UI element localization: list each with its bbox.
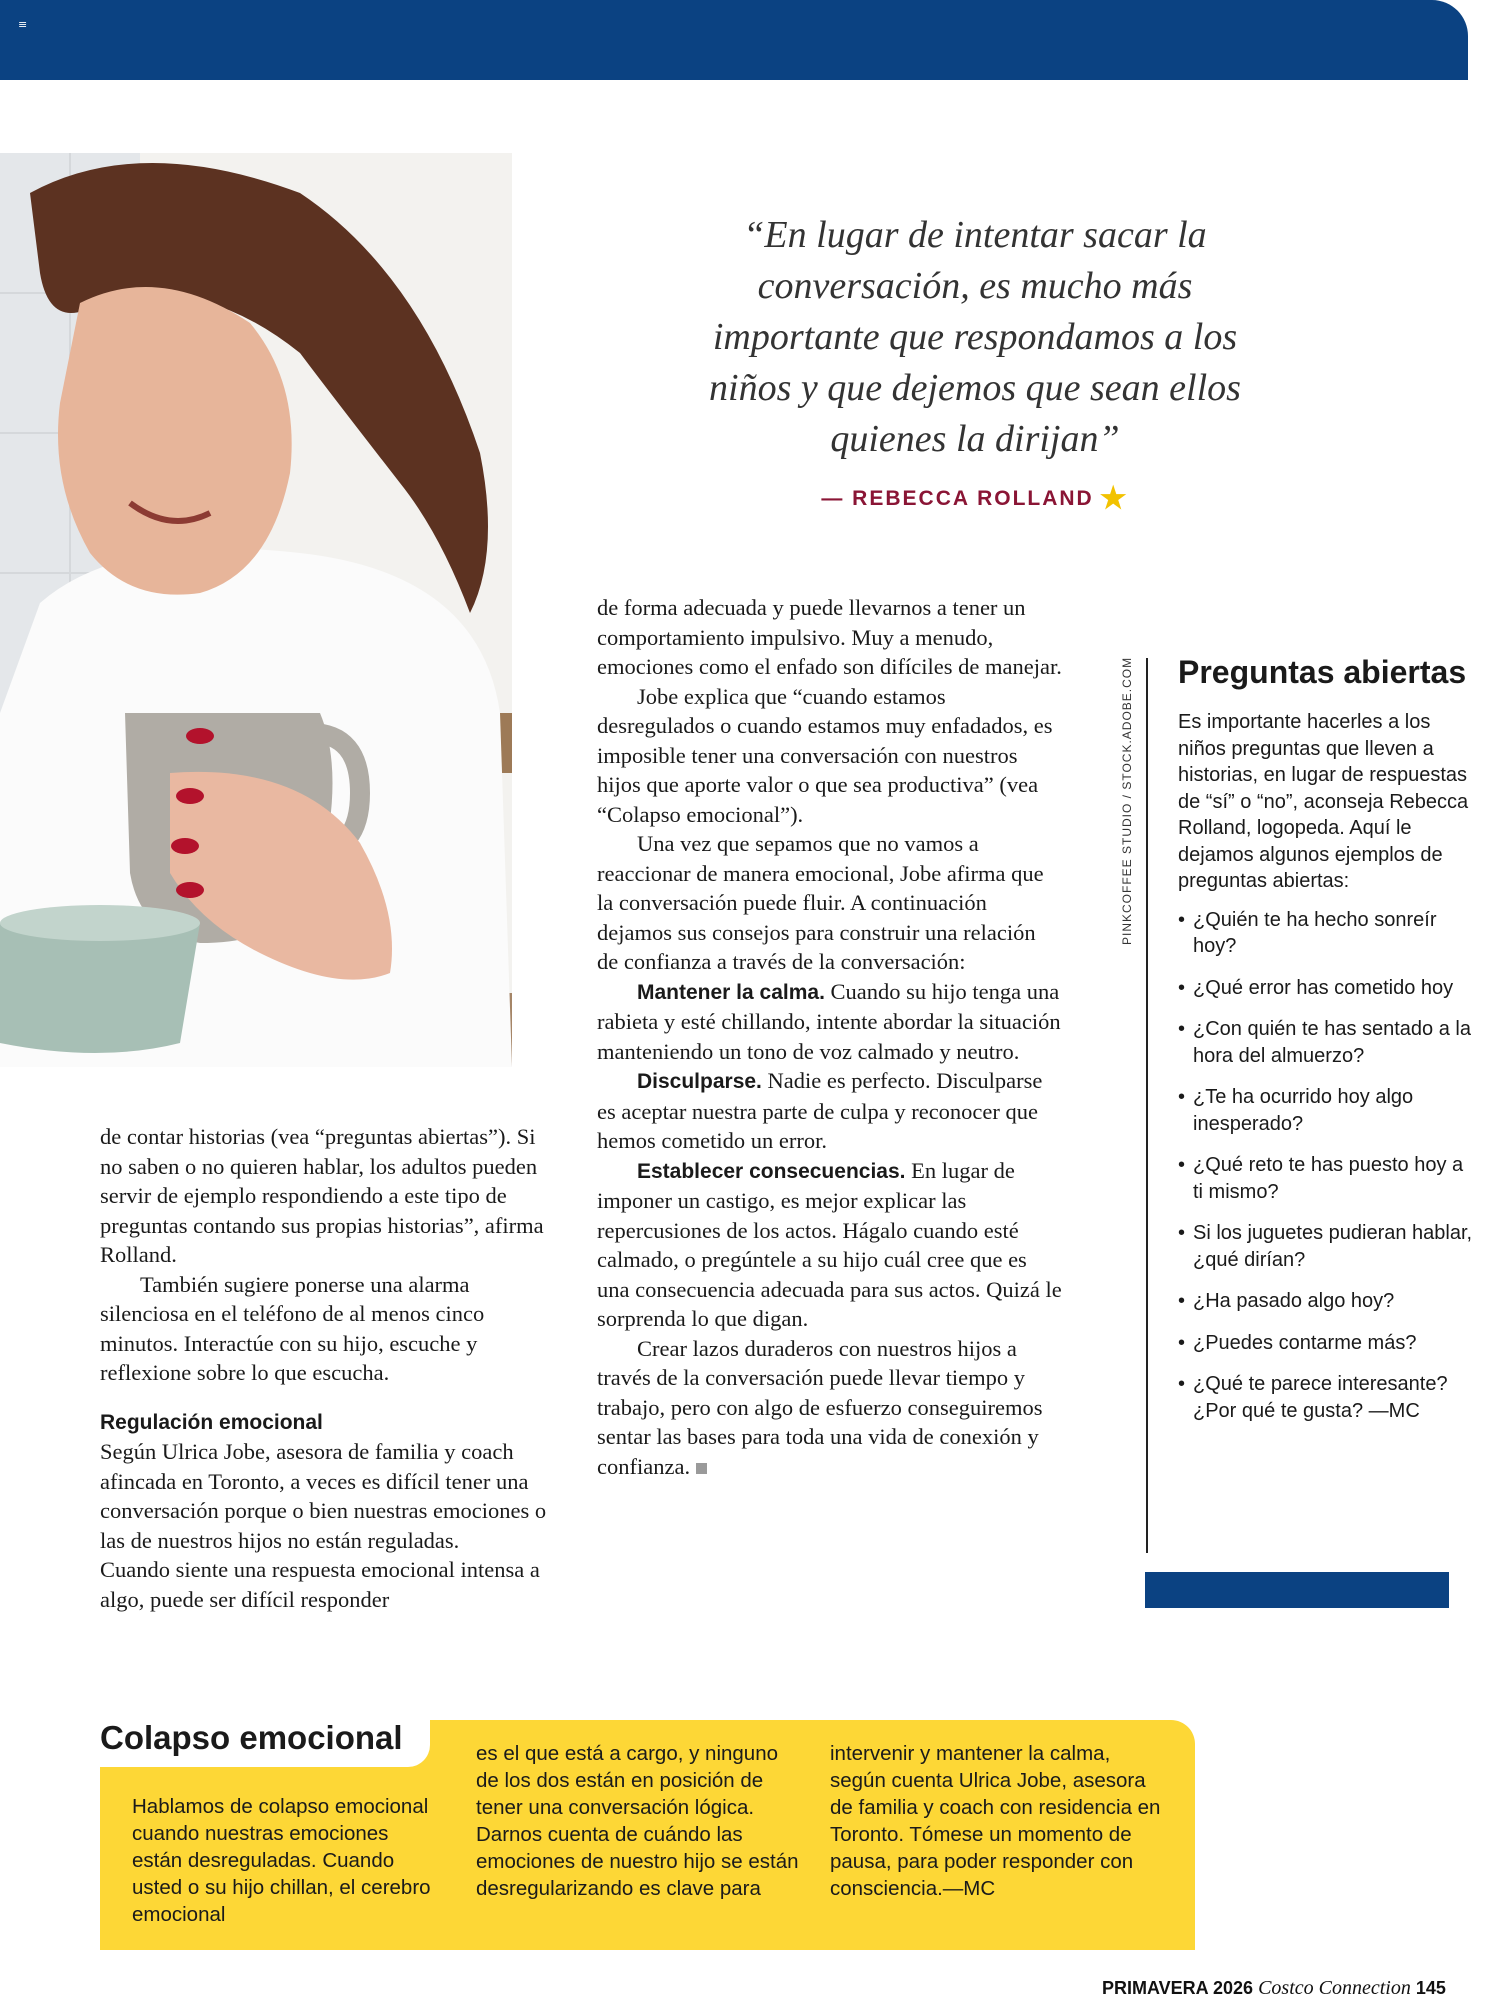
footer-season: PRIMAVERA 2026 bbox=[1102, 1978, 1254, 1998]
left-paragraph-2: También sugiere ponerse una alarma silenciosa en el teléfono de al menos cinco minutos. Interactúe con su hijo, escuche y reflexione sobre lo que escucha. bbox=[100, 1271, 485, 1385]
tip-calma bbox=[597, 977, 1062, 1067]
tip-consecuencias bbox=[597, 1156, 1062, 1334]
left-paragraph-4: Cuando siente una respuesta emocional intensa a algo, puede ser difícil responder bbox=[100, 1557, 540, 1612]
question-list bbox=[1178, 907, 1478, 1425]
middle-paragraph-4 bbox=[597, 1334, 1062, 1482]
middle-column bbox=[597, 593, 1062, 1481]
tip-calma-label: Mantener la calma. bbox=[637, 980, 825, 1004]
middle-paragraph-3: Una vez que sepamos que no vamos a reaccionar de manera emocional, Jobe afirma que la conversación puede fluir. A continuación dejamos sus consejos para construir una relación de confianza a través de la conversación: bbox=[597, 831, 1044, 974]
question-item: • ¿Con quién te has sentado a la hora del almuerzo? bbox=[1178, 1016, 1478, 1069]
colapso-col-2: es el que está a cargo, y ninguno de los dos están en posición de tener una conversación lógica. Darnos cuenta de cuándo las emociones de nuestro hijo se están desregularizando es clave para bbox=[476, 1742, 799, 1900]
photo-credit: PINKCOFFEE STUDIO / STOCK.ADOBE.COM bbox=[1120, 656, 1134, 945]
question-item: • ¿Qué error has cometido hoy bbox=[1178, 975, 1478, 1002]
footer-magazine: Costco Connection bbox=[1258, 1977, 1411, 1999]
tip-disculparse-text: Nadie es perfecto. Disculparse es aceptar nuestra parte de culpa y reconocer que hemos cometido un error. bbox=[597, 1068, 1043, 1153]
left-paragraph-3: Según Ulrica Jobe, asesora de familia y coach afincada en Toronto, a veces es difícil tener una conversación porque o bien nuestras emociones o las de nuestros hijos no están reguladas. bbox=[100, 1439, 547, 1553]
left-paragraph-1: de contar historias (vea “preguntas abiertas”). Si no saben o no quieren hablar, los adultos pueden servir de ejemplo respondiendo a este tipo de preguntas contando sus propias historias”, afirma Rolland. bbox=[100, 1124, 544, 1267]
tip-consecuencias-label: Establecer consecuencias. bbox=[637, 1159, 906, 1183]
tip-disculparse bbox=[597, 1066, 1062, 1156]
top-banner bbox=[0, 0, 1468, 80]
sidebar-divider bbox=[1146, 658, 1148, 1553]
sidebar-title: Preguntas abiertas bbox=[1178, 654, 1467, 690]
left-column bbox=[100, 1122, 555, 1614]
end-mark-icon bbox=[696, 1463, 707, 1474]
tip-consecuencias-text: En lugar de imponer un castigo, es mejor explicar las repercusiones de los actos. Hágalo cuando esté calmado, o pregúntele a su hijo cuál cree que es una consecuencia adecuada para sus actos. Quizá le sorprenda lo que digan. bbox=[597, 1157, 1062, 1331]
question-item: • ¿Te ha ocurrido hoy algo inesperado? bbox=[1178, 1084, 1478, 1137]
question-item: • ¿Puedes contarme más? bbox=[1178, 1330, 1478, 1357]
woman-with-mug-photo bbox=[0, 153, 512, 1067]
closing-text: Crear lazos duraderos con nuestros hijos a través de la conversación puede llevar tiempo y trabajo, pero con algo de esfuerzo conseguiremos sentar las bases para toda una vida de conexión y confianza. bbox=[597, 1335, 1043, 1479]
colapso-title: Colapso emocional bbox=[100, 1715, 430, 1767]
pull-quote: “En lugar de intentar sacar la conversación, es mucho más importante que respondamos a los niños y que dejemos que sean ellos quienes la dirijan” bbox=[709, 214, 1241, 460]
middle-paragraph-1: de forma adecuada y puede llevarnos a tener un comportamiento impulsivo. Muy a menudo, emociones como el enfado son difíciles de manejar. bbox=[597, 595, 1062, 679]
subhead-regulacion: Regulación emocional bbox=[100, 1410, 323, 1434]
page-footer bbox=[1102, 1977, 1446, 2000]
menu-icon[interactable]: ≡ bbox=[18, 18, 28, 31]
tip-disculparse-label: Disculparse. bbox=[637, 1070, 762, 1093]
star-icon: ★ bbox=[1099, 482, 1129, 515]
attribution-name: — REBECCA ROLLAND bbox=[821, 487, 1094, 510]
question-item: • ¿Qué reto te has puesto hoy a ti mismo? bbox=[1178, 1152, 1478, 1205]
quote-attribution bbox=[690, 481, 1260, 516]
question-item: • ¿Qué te parece interesante? ¿Por qué te gusta? —MC bbox=[1178, 1371, 1478, 1424]
sidebar-bottom-bar bbox=[1145, 1572, 1449, 1608]
question-item: • ¿Ha pasado algo hoy? bbox=[1178, 1288, 1478, 1315]
sidebar-preguntas bbox=[1178, 654, 1478, 1439]
sidebar-intro: Es importante hacerles a los niños preguntas que lleven a historias, en lugar de respuestas de “sí” o “no”, aconseja Rebecca Rolland, logopeda. Aquí le dejamos algunos ejemplos de preguntas abiertas: bbox=[1178, 711, 1469, 892]
page-number: 145 bbox=[1415, 1978, 1446, 1998]
colapso-col-3: intervenir y mantener la calma, según cuenta Ulrica Jobe, asesora de familia y coach con residencia en Toronto. Tómese un momento de pausa, para poder responder con consciencia.—MC bbox=[830, 1742, 1161, 1900]
question-item: • Si los juguetes pudieran hablar, ¿qué dirían? bbox=[1178, 1220, 1478, 1273]
tip-calma-text: Cuando su hijo tenga una rabieta y esté chillando, intente abordar la situación manteniendo un tono de voz calmado y neutro. bbox=[597, 978, 1061, 1064]
question-item: • ¿Quién te ha hecho sonreír hoy? bbox=[1178, 907, 1478, 960]
middle-paragraph-2: Jobe explica que “cuando estamos desregulados o cuando estamos muy enfadados, es imposible tener una conversación con nuestros hijos que aporte valor o que sea productiva” (vea “Colapso emocional”). bbox=[597, 683, 1053, 827]
colapso-col-1: Hablamos de colapso emocional cuando nuestras emociones están desreguladas. Cuando usted o su hijo chillan, el cerebro emocional bbox=[132, 1795, 431, 1926]
